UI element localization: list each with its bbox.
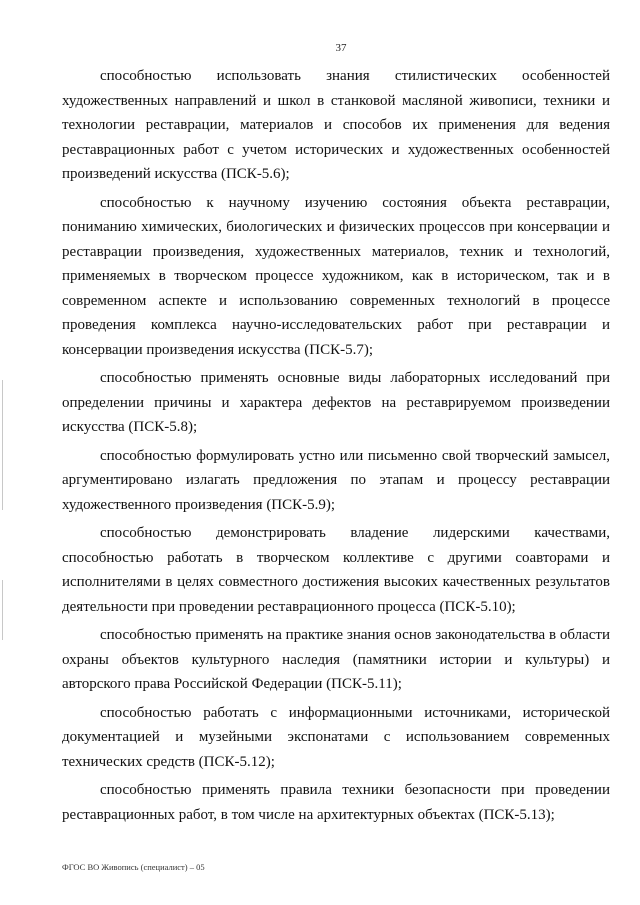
competency-paragraph: способностью к научному изучению состояния объекта реставрации, пониманию химических, биологических и физических процессов при консервации и реставрации произведения, художественных материалов, техник и технологий, применяемых в творческом процессе художником, как в историческом, так и в современном аспекте и использованию современных технологий в процессе проведения комплекса научно-исследовательских работ при реставрации и консервации произведения искусства (ПСК-5.7);	[62, 194, 610, 358]
page-footer: ФГОС ВО Живопись (специалист) – 05	[62, 862, 205, 872]
scan-edge-mark	[2, 580, 3, 640]
competency-list	[62, 64, 610, 831]
scan-edge-mark	[2, 380, 3, 510]
competency-paragraph: способностью применять основные виды лабораторных исследований при определении причины и характера дефектов на реставрируемом произведении искусства (ПСК-5.8);	[62, 370, 610, 435]
page-number: 37	[335, 42, 347, 54]
competency-paragraph: способностью демонстрировать владение лидерскими качествами, способностью работать в творческом коллективе с другими соавторами и исполнителями в целях совместного достижения высоких качественных результатов деятельности при проведении реставрационного процесса (ПСК-5.10);	[62, 525, 610, 615]
competency-paragraph: способностью использовать знания стилистических особенностей художественных направлений и школ в станковой масляной живописи, техники и технологии реставрации, материалов и способов их применения для ведения реставрационных работ с учетом исторических и художественных особенностей произведений искусства (ПСК-5.6);	[62, 68, 610, 182]
competency-paragraph: способностью работать с информационными источниками, исторической документацией и музейными экспонатами с использованием современных технических средств (ПСК-5.12);	[62, 704, 610, 770]
competency-paragraph: способностью применять правила техники безопасности при проведении реставрационных работ, в том числе на архитектурных объектах (ПСК-5.13);	[62, 782, 610, 823]
competency-paragraph: способностью применять на практике знания основ законодательства в области охраны объектов культурного наследия (памятники истории и культуры) и авторского права Российской Федерации (ПСК-5.11);	[62, 627, 610, 692]
competency-paragraph: способностью формулировать устно или письменно свой творческий замысел, аргументировано излагать предложения по этапам и процессу реставрации художественного произведения (ПСК-5.9);	[62, 447, 610, 513]
